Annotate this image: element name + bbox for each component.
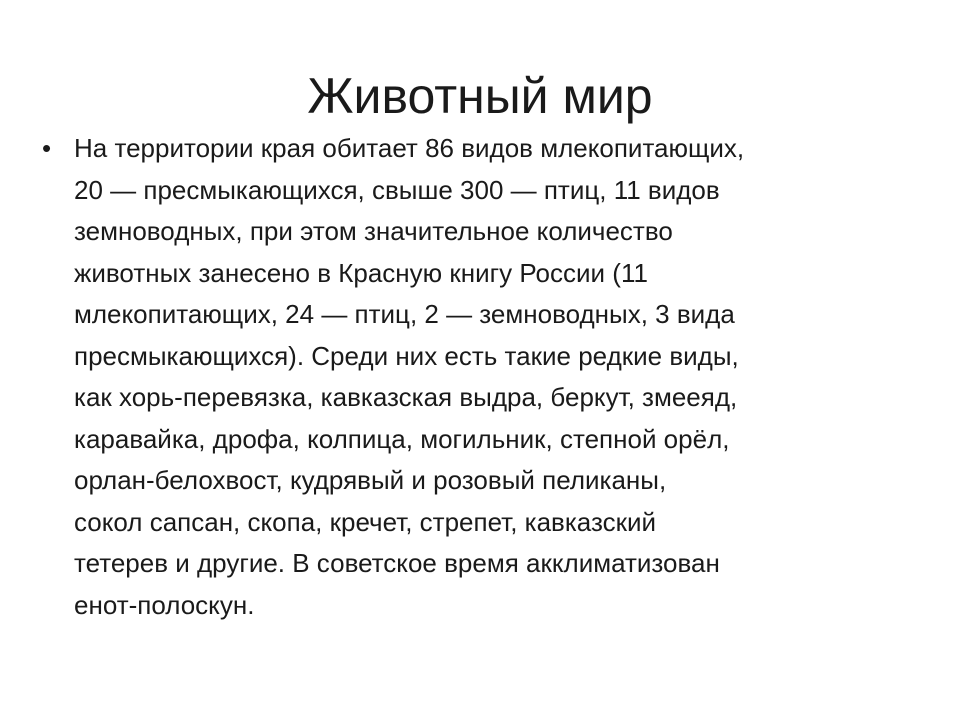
text-line: сокол сапсан, скопа, кречет, стрепет, кавказский xyxy=(74,506,657,537)
text-line: 20 — пресмыкающихся, свыше 300 — птиц, 11 видов xyxy=(74,174,720,205)
text-line: На территории края обитает 86 видов млекопитающих, xyxy=(74,133,745,163)
text-line: орлан-белохвост, кудрявый и розовый пеликаны, xyxy=(74,465,667,495)
text-line: млекопитающих, 24 — птиц, 2 — земноводных, 3 вида xyxy=(74,299,735,329)
text-line: животных занесено в Красную книгу России (11 xyxy=(74,257,648,288)
slide-title: Животный мир xyxy=(307,68,653,124)
bullet-list xyxy=(40,128,920,626)
text-line: пресмыкающихся). Среди них есть такие редкие виды, xyxy=(74,340,739,371)
text-line: земноводных, при этом значительное количество xyxy=(74,216,673,246)
bullet-dot-icon: • xyxy=(42,133,52,163)
text-line: тетерев и другие. В советское время акклиматизован xyxy=(74,548,720,578)
text-line: как хорь-перевязка, кавказская выдра, беркут, змееяд, xyxy=(74,382,738,412)
bullet-text xyxy=(74,128,920,626)
text-line: каравайка, дрофа, колпица, могильник, степной орёл, xyxy=(74,423,730,454)
text-line: енот-полоскун. xyxy=(74,589,255,620)
bullet-item xyxy=(40,128,920,626)
